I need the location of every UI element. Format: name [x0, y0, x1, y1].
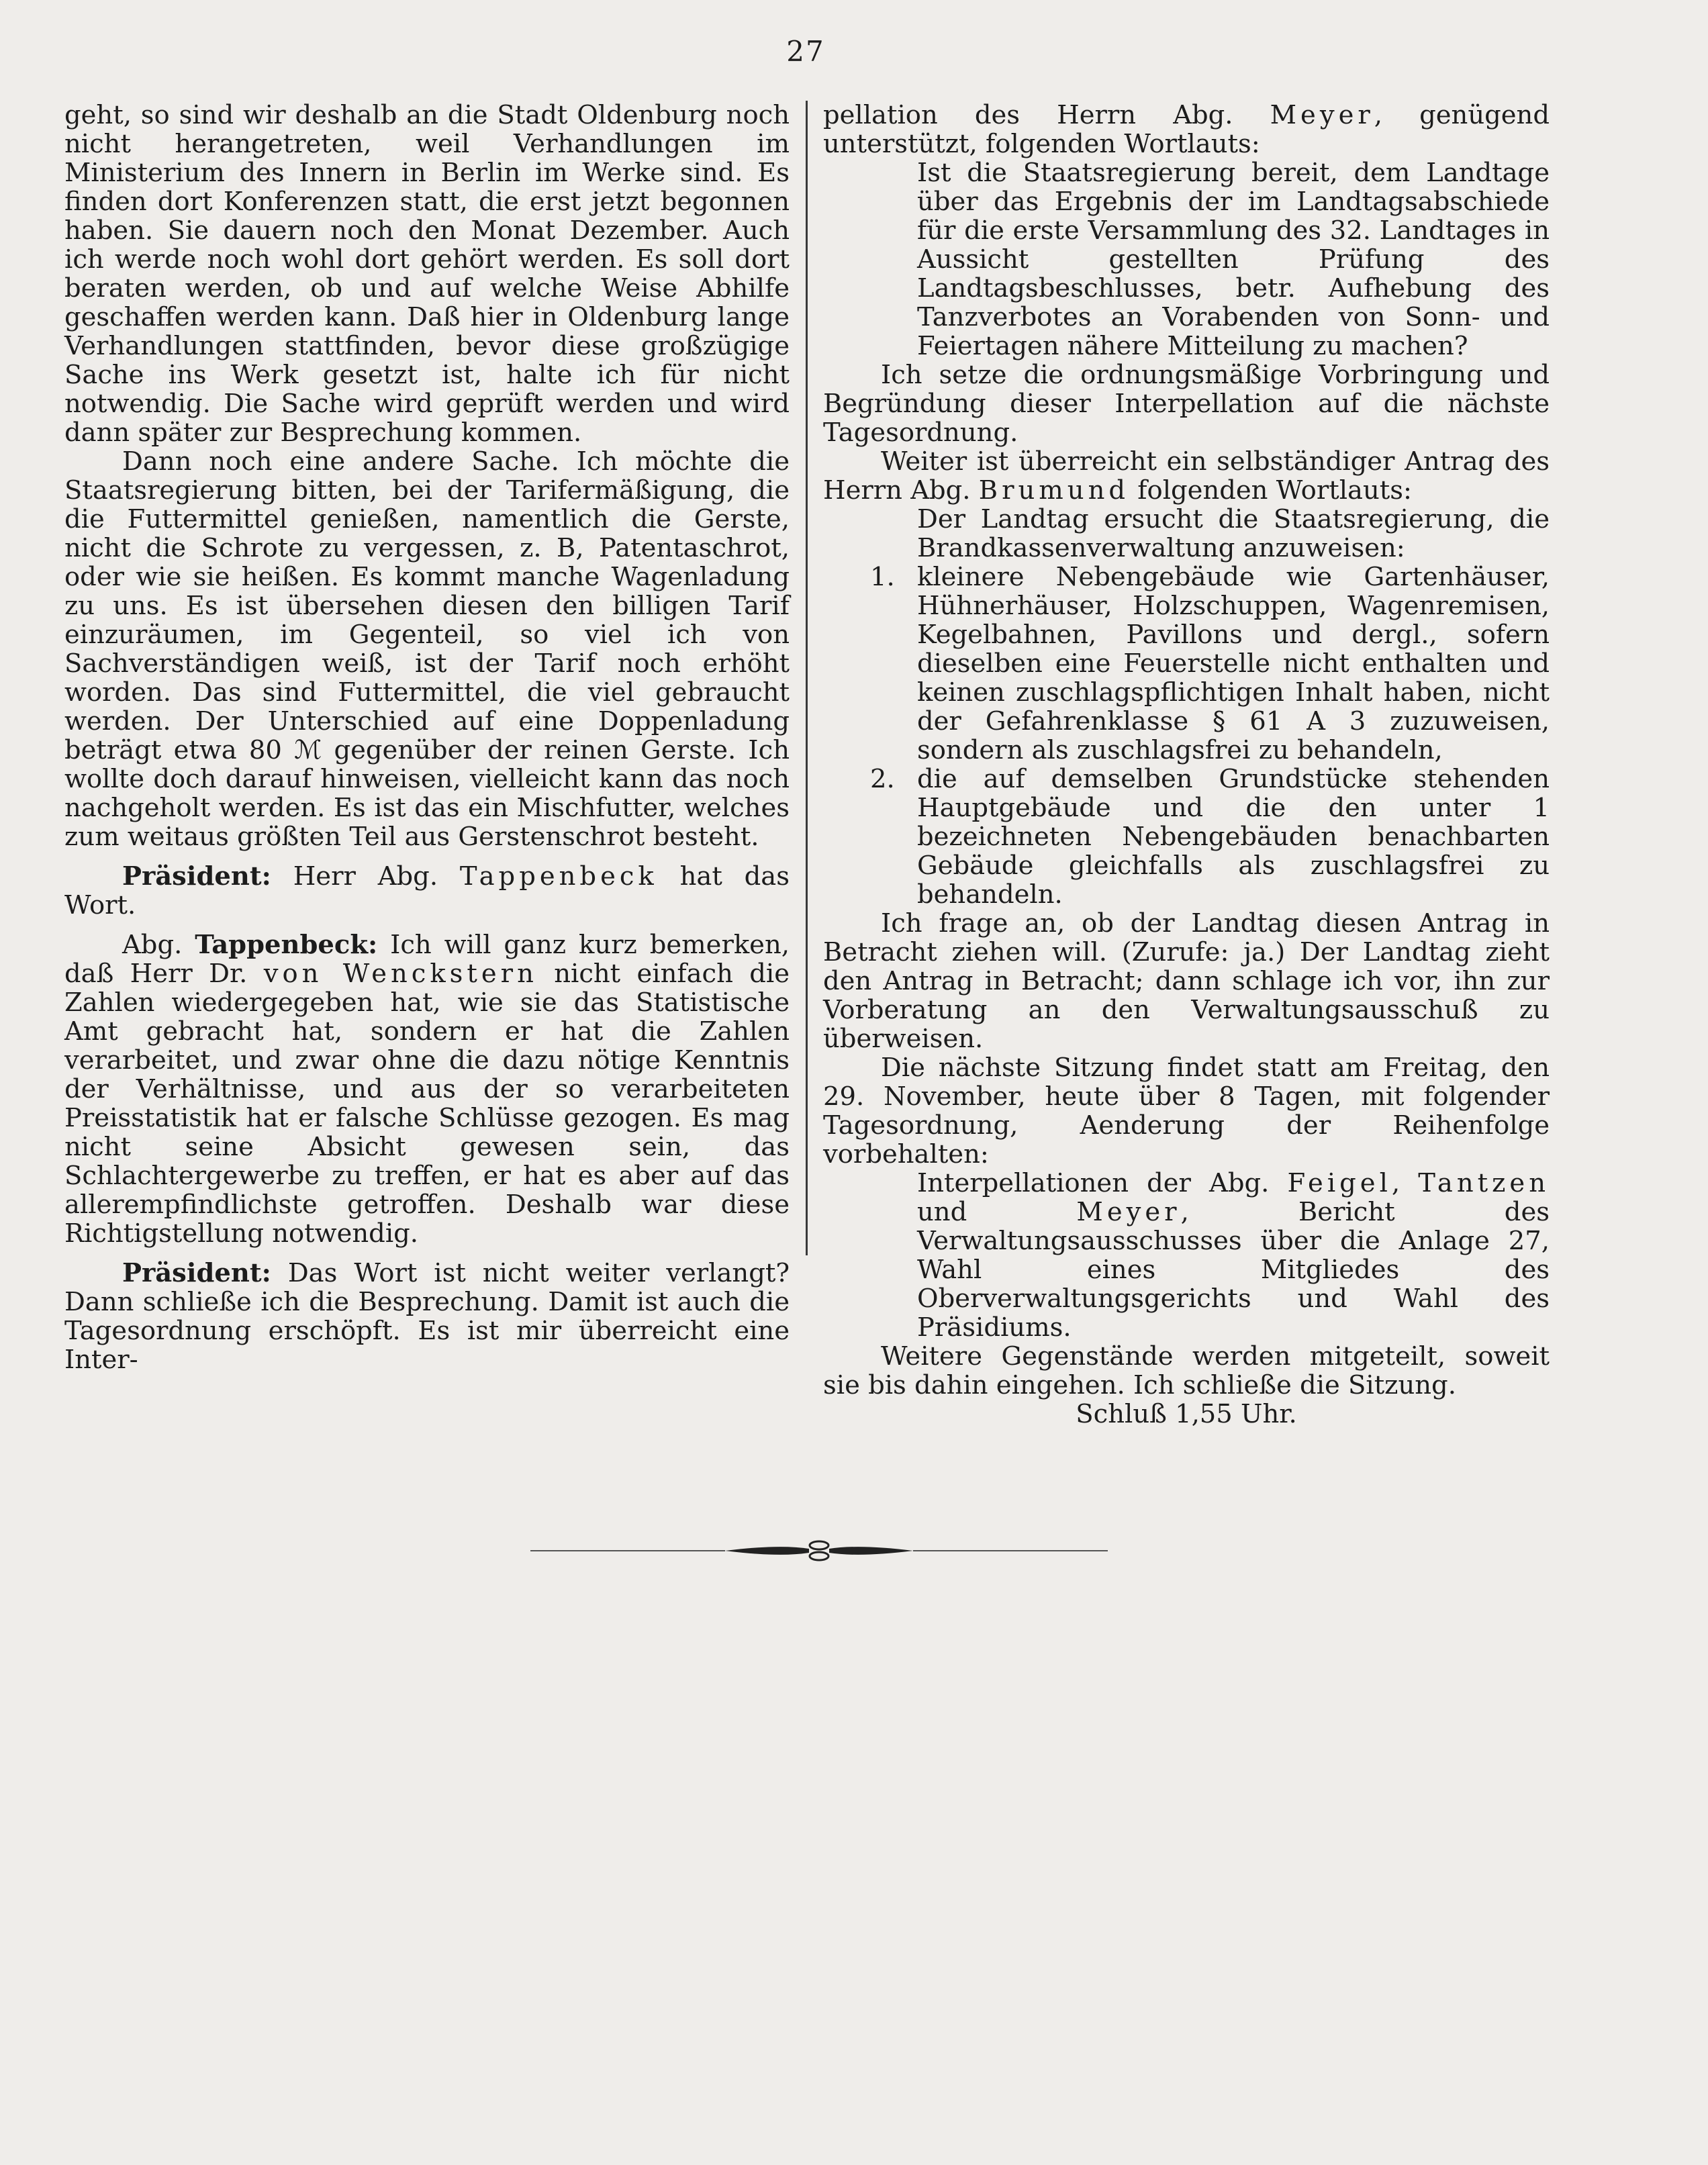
- speech-text: Herr Abg.: [271, 861, 460, 892]
- person-name: Tantzen: [1418, 1168, 1550, 1198]
- paragraph: [64, 1259, 790, 1374]
- speaker-name: Tappenbeck: [459, 861, 658, 892]
- page-number: 27: [786, 35, 825, 68]
- person-name: Feigel: [1287, 1168, 1392, 1198]
- right-column: [823, 101, 1550, 1429]
- quoted-motion: Der Landtag ersucht die Staatsregierung, die Brandkassenverwaltung anzuweisen:: [917, 504, 1550, 563]
- speech-text: Das Wort ist nicht weiter verlangt? Dann schließe ich die Besprechung. Damit ist auch die Tagesordnung erschöpft. Es ist mir überreicht eine Inter-: [64, 1258, 790, 1375]
- closing-time: Schluß 1,55 Uhr.: [1076, 1399, 1297, 1429]
- paragraph: [64, 862, 790, 920]
- paragraph: [823, 101, 1550, 158]
- paragraph: Ich frage an, ob der Landtag diesen Antrag in Betracht ziehen will. (Zurufe: ja.) Der Landtag zieht den Antrag in Betracht; dann schlage ich vor, ihn zur Vorberatung an den Verwaltungsausschuß zu überweisen.: [823, 908, 1550, 1054]
- quoted-interpellation: Ist die Staatsregierung bereit, dem Landtage über das Ergebnis der im Landtagsabschiede für die erste Versammlung des 32. Landtages in Aussicht gestellten Prüfung des Landtagsbeschlusses, betr. Aufhebung des Tanzverbotes an Vorabenden von Sonn- und Feiertagen nähere Mitteilung zu machen?: [917, 158, 1550, 361]
- paragraph: Weitere Gegenstände werden mitgeteilt, soweit sie bis dahin eingehen. Ich schließe die Sitzung.: [823, 1341, 1550, 1400]
- motion-item: [823, 563, 1550, 765]
- speaker-label: Tappenbeck:: [195, 930, 378, 960]
- item-number: 2.: [870, 764, 895, 794]
- speaker-label: Präsident:: [122, 861, 271, 892]
- item-number: 1.: [870, 562, 895, 592]
- speech-text: hat das Wort.: [64, 861, 790, 920]
- speech-text: nicht einfach die Zahlen wiedergegeben hat, wie sie das Statistische Amt gebracht hat, sondern er hat die Zahlen verarbeitet, und zwar ohne die dazu nötige Kenntnis der Verhältnisse, und aus der so verarbeiteten Preisstatistik hat er falsche Schlüsse gezogen. Es mag nicht seine Absicht gewesen sein, das Schlachtergewerbe zu treffen, er hat es aber auf das allerempfindlichste getroffen. Deshalb war diese Richtigstellung notwendig.: [64, 959, 790, 1249]
- paragraph: Dann noch eine andere Sache. Ich möchte die Staatsregierung bitten, bei der Tarifermäßigung, die die Futtermittel genießen, namentlich die Gerste, nicht die Schrote zu vergessen, z. B, Patentaschrot, oder wie sie heißen. Es kommt manche Wagenladung zu uns. Es ist übersehen diesen den billigen Tarif einzuräumen, im Gegenteil, so viel ich von Sachverständigen weiß, ist der Tarif noch erhöht worden. Das sind Futtermittel, die viel gebraucht werden. Der Unterschied auf eine Doppenladung beträgt etwa 80 ℳ gegenüber der reinen Gerste. Ich wollte doch darauf hinweisen, vielleicht kann das noch nachgeholt werden. Es ist das ein Mischfutter, welches zum weitaus größten Teil aus Gerstenschrot besteht.: [64, 446, 790, 852]
- person-name: Meyer: [1076, 1197, 1181, 1227]
- speech-text: Weiter ist überreicht ein selbständiger Antrag des Herrn Abg.: [823, 446, 1550, 506]
- column-divider: [806, 101, 808, 1255]
- agenda-text: Interpellationen der Abg.: [917, 1168, 1288, 1198]
- motion-item: [823, 765, 1550, 909]
- paragraph: [823, 447, 1550, 505]
- paragraph: [64, 930, 790, 1248]
- paragraph: geht, so sind wir deshalb an die Stadt Oldenburg noch nicht herangetreten, weil Verhandlungen im Ministerium des Innern in Berlin im Werke sind. Es finden dort Konferenzen statt, die erst jetzt begonnen haben. Sie dauern noch den Monat Dezember. Auch ich werde noch wohl dort gehört werden. Es soll dort beraten werden, ob und auf welche Weise Abhilfe geschaffen werden kann. Daß hier in Oldenburg lange Verhandlungen stattfinden, bevor diese großzügige Sache ins Werk gesetzt ist, halte ich für nicht notwendig. Die Sache wird geprüft werden und wird dann später zur Besprechung kommen.: [64, 100, 790, 448]
- speaker-label: Präsident:: [122, 1258, 271, 1288]
- agenda-text: , Bericht des Verwaltungsausschusses über die Anlage 27, Wahl eines Mitgliedes des Oberverwaltungsgerichts und Wahl des Präsidiums.: [917, 1197, 1550, 1343]
- speech-text: Ich will ganz kurz bemerken, daß Herr Dr.: [64, 930, 790, 989]
- paragraph: Ich setze die ordnungsmäßige Vorbringung und Begründung dieser Interpellation auf die nächste Tagesordnung.: [823, 360, 1550, 448]
- item-text: kleinere Nebengebäude wie Gartenhäuser, Hühnerhäuser, Holzschuppen, Wagenremisen, Kegelbahnen, Pavillons und dergl., sofern dieselben eine Feuerstelle nicht enthalten und keinen zuschlagspflichtigen Inhalt haben, nicht der Gefahrenklasse § 61 A 3 zuzuweisen, sondern als zuschlagsfrei zu behandeln,: [917, 562, 1550, 765]
- left-column: [64, 101, 790, 1374]
- person-name: von Wenckstern: [263, 959, 538, 989]
- speech-text: , genügend unterstützt, folgenden Wortlauts:: [823, 100, 1550, 159]
- item-text: die auf demselben Grundstücke stehenden Hauptgebäude und die den unter 1 bezeichneten Nebengebäuden benachbarten Gebäude gleichfalls als zuschlagsfrei zu behandeln.: [917, 764, 1550, 910]
- agenda-text: und: [917, 1197, 1077, 1227]
- speech-text: Abg.: [122, 930, 195, 960]
- speech-text: folgenden Wortlauts:: [1129, 475, 1412, 506]
- person-name: Meyer: [1270, 100, 1374, 130]
- agenda-block: [823, 1169, 1550, 1342]
- paragraph: Die nächste Sitzung findet statt am Freitag, den 29. November, heute über 8 Tagen, mit folgender Tagesordnung, Aenderung der Reihenfolge vorbehalten:: [823, 1053, 1550, 1169]
- person-name: Brumund: [978, 475, 1130, 506]
- ornament-rule-icon: [524, 1531, 1114, 1571]
- agenda-text: ,: [1391, 1168, 1419, 1198]
- speech-text: pellation des Herrn Abg.: [823, 100, 1270, 130]
